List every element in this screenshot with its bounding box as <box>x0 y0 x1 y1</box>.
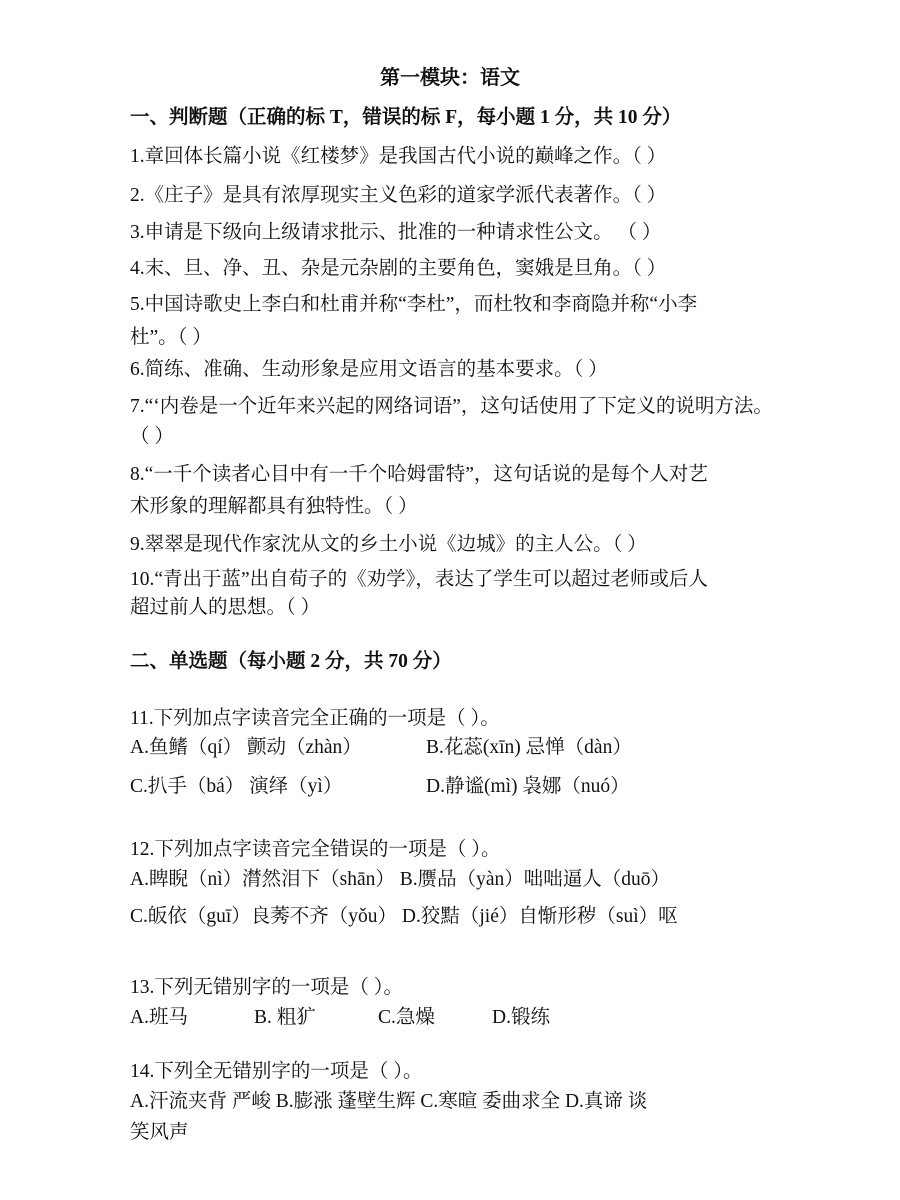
option-a: A.鱼鳍（qí） 颤动（zhàn） <box>130 737 362 758</box>
question-8-cont: 术形象的理解都具有独特性。（ ） <box>130 496 418 517</box>
question-9: 9.翠翠是现代作家沈从文的乡土小说《边城》的主人公。（ ） <box>130 534 647 555</box>
question-12: 12.下列加点字读音完全错误的一项是（ ）。 <box>130 839 501 860</box>
question-14-options: A.汗流夹背 严峻 B.膨涨 蓬壁生辉 C.寒暄 委曲求全 D.真谛 谈 <box>130 1091 648 1112</box>
section1-heading: 一、判断题（正确的标 T，错误的标 F，每小题 1 分，共 10 分） <box>130 107 682 128</box>
option-d: D.静谧(mì) 袅娜（nuó） <box>426 776 630 797</box>
question-11: 11.下列加点字读音完全正确的一项是（ ）。 <box>130 708 500 729</box>
question-11-options-cd <box>130 775 630 799</box>
question-8: 8.“一千个读者心目中有一千个哈姆雷特”，这句话说的是每个人对艺 <box>130 464 708 485</box>
question-7-cont: （ ） <box>130 426 174 447</box>
question-5-cont: 杜”。（ ） <box>130 327 212 348</box>
question-4: 4.末、旦、净、丑、杂是元杂剧的主要角色，窦娥是旦角。（ ） <box>130 258 667 279</box>
question-10-cont: 超过前人的思想。（ ） <box>130 597 321 618</box>
option-a: A.班马 <box>130 1007 188 1028</box>
question-11-options-ab <box>130 736 632 760</box>
question-14: 14.下列全无错别字的一项是（ ）。 <box>130 1061 423 1082</box>
question-13: 13.下列无错别字的一项是（ ）。 <box>130 977 404 998</box>
question-14-options-cont: 笑风声 <box>130 1122 189 1143</box>
question-12-options-cd: C.皈依（guī）良莠不齐（yǒu） D.狡黠（jié）自惭形秽（suì）呕 <box>130 906 678 927</box>
question-6: 6.简练、准确、生动形象是应用文语言的基本要求。（ ） <box>130 359 608 380</box>
section2-heading: 二、单选题（每小题 2 分，共 70 分） <box>130 651 452 672</box>
question-2: 2.《庄子》是具有浓厚现实主义色彩的道家学派代表著作。（ ） <box>130 185 667 206</box>
question-5: 5.中国诗歌史上李白和杜甫并称“李杜”，而杜牧和李商隐并称“小李 <box>130 294 698 315</box>
option-b: B.花蕊(xīn) 忌惮（dàn） <box>426 737 632 758</box>
question-3: 3.申请是下级向上级请求批示、批准的一种请求性公文。 （ ） <box>130 222 662 243</box>
question-12-options-ab: A.睥睨（nì）潸然泪下（shān） B.赝品（yàn）咄咄逼人（duō） <box>130 869 671 890</box>
option-b: B. 粗犷 <box>254 1007 316 1028</box>
question-1: 1.章回体长篇小说《红楼梦》是我国古代小说的巅峰之作。（ ） <box>130 146 667 167</box>
question-13-options <box>130 1006 550 1030</box>
option-c: C.扒手（bá） 演绎（yì） <box>130 776 343 797</box>
page-title: 第一模块：语文 <box>380 67 520 89</box>
question-7: 7.“‘内卷是一个近年来兴起的网络词语”，这句话使用了下定义的说明方法。 <box>130 396 773 417</box>
option-c: C.急燥 <box>378 1007 435 1028</box>
option-d: D.锻练 <box>492 1007 550 1028</box>
question-10: 10.“青出于蓝”出自荀子的《劝学》，表达了学生可以超过老师或后人 <box>130 569 708 590</box>
